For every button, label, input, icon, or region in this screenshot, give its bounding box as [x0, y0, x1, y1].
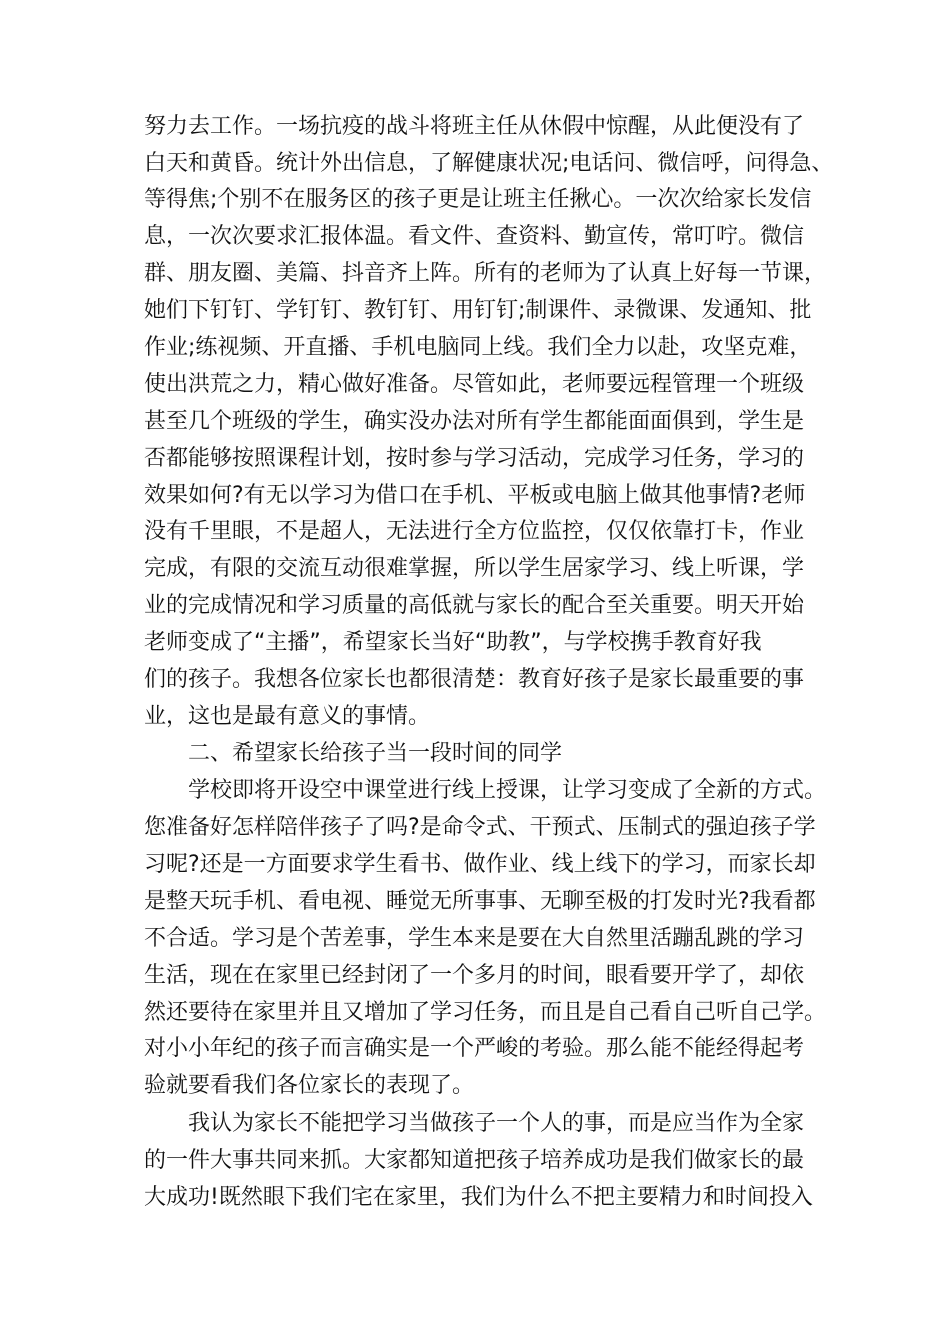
text-line: 生活，现在在家里已经封闭了一个多月的时间，眼看要开学了，却依	[144, 963, 805, 988]
text-line: 的一件大事共同来抓。大家都知道把孩子培养成功是我们做家长的最	[144, 1148, 805, 1173]
text-line: 甚至几个班级的学生，确实没办法对所有学生都能面面俱到，学生是	[144, 409, 805, 434]
text-line: 作业;练视频、开直播、手机电脑同上线。我们全力以赴，攻坚克难，	[144, 335, 812, 360]
text-line: 是整天玩手机、看电视、睡觉无所事事、无聊至极的打发时光?我看都	[144, 889, 816, 914]
text-line: 她们下钉钉、学钉钉、教钉钉、用钉钉;制课件、录微课、发通知、批	[144, 298, 812, 323]
text-line: 习呢?还是一方面要求学生看书、做作业、线上线下的学习，而家长却	[144, 852, 816, 877]
text-line: 等得焦;个别不在服务区的孩子更是让班主任揪心。一次次给家长发信	[144, 187, 812, 212]
text-line: 验就要看我们各位家长的表现了。	[144, 1073, 475, 1098]
text-line: 业的完成情况和学习质量的高低就与家长的配合至关重要。明天开始	[144, 593, 805, 618]
text-line: 没有千里眼，不是超人，无法进行全方位监控，仅仅依靠打卡，作业	[144, 519, 805, 544]
text-line: 我认为家长不能把学习当做孩子一个人的事，而是应当作为全家	[188, 1111, 805, 1136]
text-line: 使出洪荒之力，精心做好准备。尽管如此，老师要远程管理一个班级	[144, 372, 805, 397]
text-line: 努力去工作。一场抗疫的战斗将班主任从休假中惊醒，从此便没有了	[144, 114, 805, 139]
text-line: 白天和黄昏。统计外出信息，了解健康状况;电话问、微信呼，问得急、	[144, 151, 834, 176]
text-line: 群、朋友圈、美篇、抖音齐上阵。所有的老师为了认真上好每一节课，	[144, 261, 827, 286]
text-line: 学校即将开设空中课堂进行线上授课，让学习变成了全新的方式。	[188, 778, 827, 803]
text-line: 息，一次次要求汇报体温。看文件、查资料、勤宣传，常叮咛。微信	[144, 224, 805, 249]
text-line: 业，这也是最有意义的事情。	[144, 704, 431, 729]
text-line: 对小小年纪的孩子而言确实是一个严峻的考验。那么能不能经得起考	[144, 1036, 805, 1061]
text-line: 们的孩子。我想各位家长也都很清楚：教育好孩子是家长最重要的事	[144, 667, 805, 692]
text-line: 否都能够按照课程计划，按时参与学习活动，完成学习任务，学习的	[144, 446, 805, 471]
text-line: 大成功!既然眼下我们宅在家里，我们为什么不把主要精力和时间投入	[144, 1185, 813, 1210]
text-line: 不合适。学习是个苦差事，学生本来是要在大自然里活蹦乱跳的学习	[144, 926, 805, 951]
text-line: 老师变成了“主播”，希望家长当好“助教”，与学校携手教育好我	[144, 630, 762, 655]
text-line: 您准备好怎样陪伴孩子了吗?是命令式、干预式、压制式的强迫孩子学	[144, 815, 816, 840]
text-line: 然还要待在家里并且又增加了学习任务，而且是自己看自己听自己学。	[144, 1000, 827, 1025]
text-line: 效果如何?有无以学习为借口在手机、平板或电脑上做其他事情?老师	[144, 483, 806, 508]
section-heading: 二、希望家长给孩子当一段时间的同学	[188, 741, 563, 766]
text-line: 完成，有限的交流互动很难掌握，所以学生居家学习、线上听课，学	[144, 556, 805, 581]
